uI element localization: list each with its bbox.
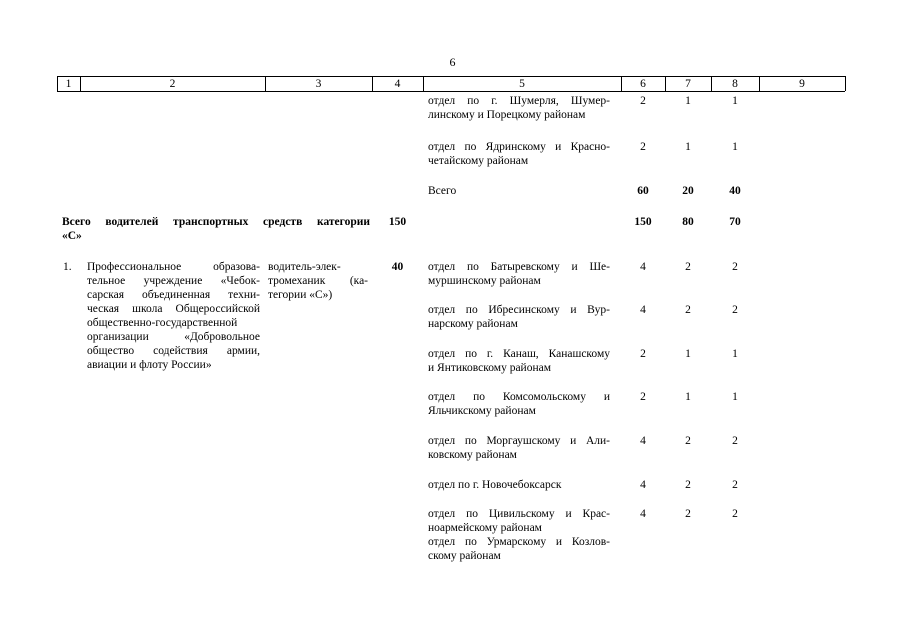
header-col-1: 1 (65, 78, 72, 90)
dept-line: линскому и Порецкому районам (428, 109, 586, 121)
dept-line: отдел по г. Шумерля, Шумер- (428, 95, 610, 107)
dept-line: Яльчикскому районам (428, 405, 536, 417)
dept-row (428, 507, 610, 563)
category-total-group-a: 80 (682, 216, 694, 228)
subtotal-group-a: 20 (682, 185, 694, 197)
header-col-5: 5 (519, 78, 525, 90)
category-total-sum: 150 (634, 216, 652, 228)
dept-line: ноармейскому районам (428, 522, 542, 534)
specialty-line: водитель-элек- (268, 261, 341, 273)
dept-line: отдел по Моргаушскому и Али- (428, 435, 610, 447)
header-col-2: 2 (169, 78, 176, 90)
header-col-7: 7 (685, 78, 691, 90)
quantity-group-a: 2 (685, 508, 691, 520)
org-line: ческая школа Общероссийской (87, 303, 260, 315)
header-col-3: 3 (315, 78, 322, 90)
quantity-group-b: 1 (732, 141, 738, 153)
dept-line: скому районам (428, 550, 501, 562)
entry-number: 1. (63, 261, 72, 273)
dept-row (428, 303, 610, 331)
organization-name (87, 260, 260, 372)
specialty-line: тромеханик (ка- (268, 275, 368, 287)
dept-line: отдел по Цивильскому и Крас- (428, 508, 610, 520)
org-line: организации «Добровольное (87, 331, 260, 343)
quantity-total: 2 (640, 391, 646, 403)
dept-line: и Янтиковскому районам (428, 362, 551, 374)
category-total-group-b: 70 (729, 216, 741, 228)
header-col-6: 6 (640, 78, 646, 90)
dept-row (428, 347, 610, 375)
quantity-group-b: 1 (732, 391, 738, 403)
specialty (268, 260, 368, 302)
quantity-group-a: 1 (685, 141, 691, 153)
quantity-group-a: 2 (685, 479, 691, 491)
quantity-group-b: 2 (732, 508, 738, 520)
quantity-group-b: 2 (732, 261, 738, 273)
org-line: общественно-государственной (87, 317, 238, 329)
header-bottom-rule (57, 91, 845, 92)
org-line: авиации и флоту России» (87, 359, 212, 371)
header-col-4: 4 (394, 78, 401, 90)
dept-line: отдел по Комсомольскому и (428, 391, 610, 403)
header-col-9: 9 (799, 78, 805, 90)
quantity-total: 4 (640, 435, 646, 447)
quantity-group-a: 2 (685, 435, 691, 447)
org-line: Профессиональное образова- (87, 261, 260, 273)
dept-line: отдел по Батыревскому и Ше- (428, 261, 610, 273)
quantity-group-a: 1 (685, 391, 691, 403)
category-total-planned: 150 (388, 216, 407, 228)
dept-row (428, 260, 610, 288)
category-total-line: «С» (62, 230, 82, 242)
quantity-group-b: 1 (732, 348, 738, 360)
header-divider (845, 76, 846, 91)
quantity-total: 4 (640, 261, 646, 273)
quantity-total: 2 (640, 348, 646, 360)
subtotal-total: 60 (637, 185, 649, 197)
org-line: сарская объединенная техни- (87, 289, 260, 301)
dept-row (428, 434, 610, 462)
quantity-group-b: 2 (732, 304, 738, 316)
dept-row (428, 478, 610, 492)
subtotal-label: Всего (428, 185, 457, 197)
quantity-group-b: 1 (732, 95, 738, 107)
quantity-total: 2 (640, 141, 646, 153)
quantity-group-a: 2 (685, 304, 691, 316)
dept-line: муршинскому районам (428, 275, 541, 287)
quantity-total: 4 (640, 304, 646, 316)
quantity-group-a: 1 (685, 348, 691, 360)
quantity-total: 4 (640, 479, 646, 491)
category-total-line: Всего водителей транспортных средств категории (62, 216, 370, 228)
dept-line: нарскому районам (428, 318, 518, 330)
dept-line: отдел по Ибресинскому и Вур- (428, 304, 610, 316)
subtotal-group-b: 40 (729, 185, 741, 197)
org-line: общество содействия армии, (87, 345, 260, 357)
header-col-8: 8 (732, 78, 738, 90)
quantity-total: 4 (640, 508, 646, 520)
dept-line: четайскому районам (428, 155, 529, 167)
quantity-group-a: 2 (685, 261, 691, 273)
dept-line: отдел по г. Канаш, Канашскому (428, 348, 610, 360)
dept-row (428, 94, 610, 122)
dept-row (428, 140, 610, 168)
page-number: 6 (449, 55, 456, 69)
dept-row (428, 390, 610, 418)
dept-line: ковскому районам (428, 449, 517, 461)
org-line: тельное учреждение «Чебок- (87, 275, 260, 287)
specialty-line: тегории «С») (268, 289, 333, 301)
quantity-group-b: 2 (732, 435, 738, 447)
category-total-label (62, 215, 370, 243)
dept-line: отдел по Урмарскому и Козлов- (428, 536, 610, 548)
dept-line: отдел по г. Новочебоксарск (428, 479, 562, 491)
quantity-group-b: 2 (732, 479, 738, 491)
dept-line: отдел по Ядринскому и Красно- (428, 141, 610, 153)
quantity-total: 2 (640, 95, 646, 107)
quantity-group-a: 1 (685, 95, 691, 107)
entry-planned: 40 (391, 261, 404, 273)
